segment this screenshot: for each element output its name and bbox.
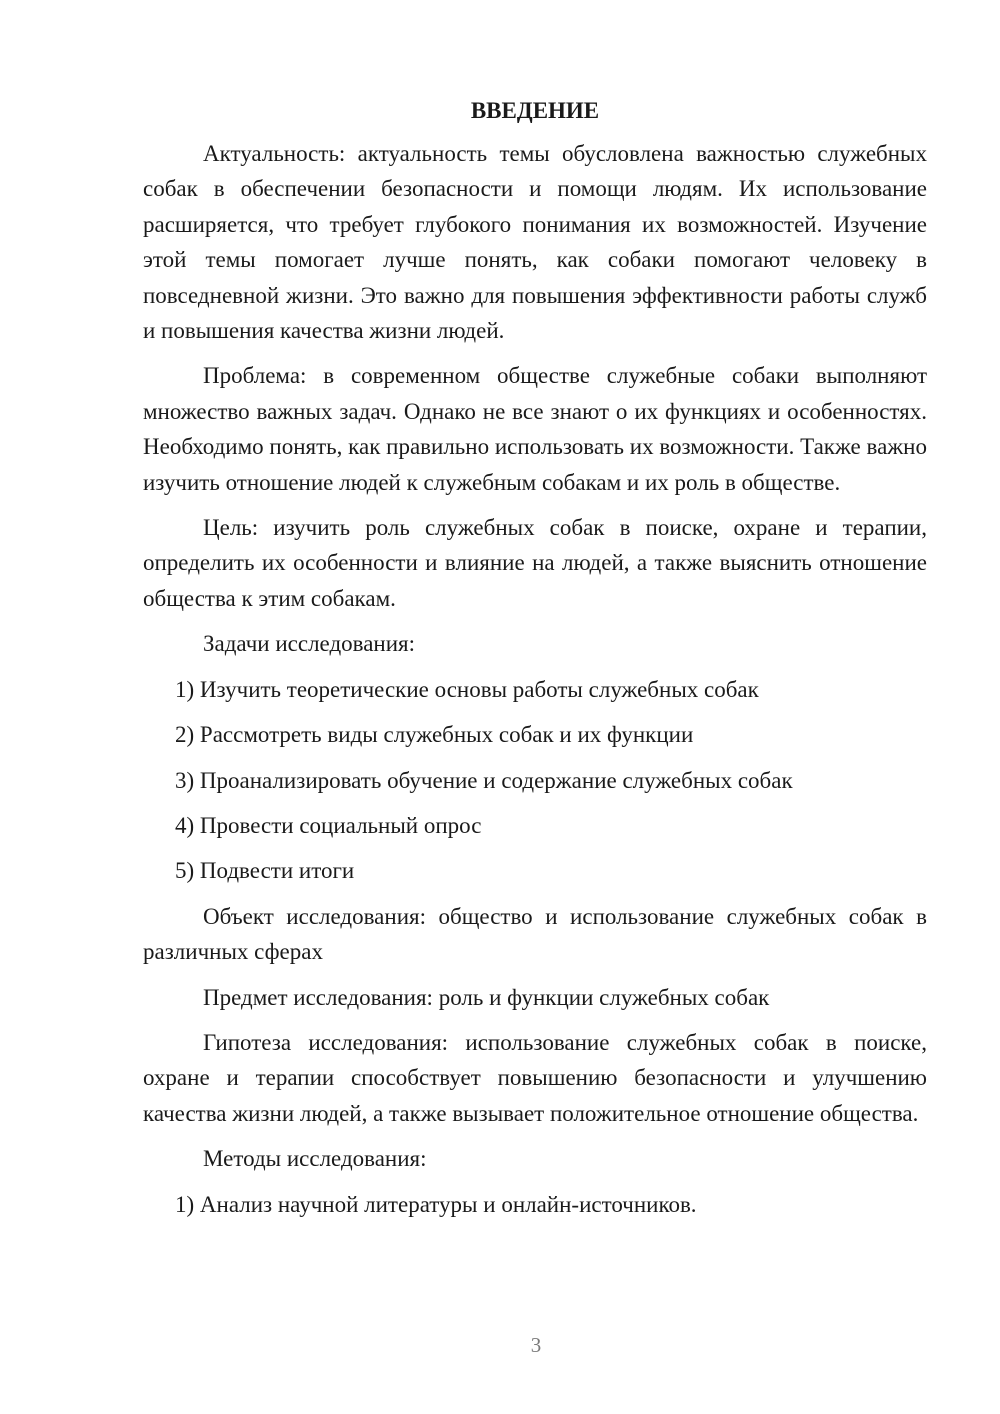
method-item: 1) Анализ научной литературы и онлайн-источников. (175, 1191, 697, 1217)
task-item: 1) Изучить теоретические основы работы служебных собак (175, 676, 759, 702)
object-paragraph: Объект исследования: общество и использование служебных собак в различных сферах (143, 903, 927, 965)
problem-paragraph: Проблема: в современном обществе служебные собаки выполняют множество важных задач. Однако не все знают о их функциях и особенностях. Необходимо понять, как правильно использовать их возможности. Также важно изучить отношение людей к служебным собакам и их роль в обществе. (143, 363, 927, 495)
subject-paragraph: Предмет исследования: роль и функции служебных собак (203, 984, 770, 1010)
goal-paragraph: Цель: изучить роль служебных собак в поиске, охране и терапии, определить их особенности и влияние на людей, а также выяснить отношение общества к этим собакам. (143, 515, 927, 611)
task-item: 2) Рассмотреть виды служебных собак и их функции (175, 722, 694, 748)
task-item: 4) Провести социальный опрос (175, 812, 482, 838)
relevance-paragraph: Актуальность: актуальность темы обусловлена важностью служебных собак в обеспечении безопасности и помощи людям. Их использование расширяется, что требует глубокого понимания их возможностей. Изучение этой темы помогает лучше понять, как собаки помогают человеку в повседневной жизни. Это важно для повышения эффективности работы служб и повышения качества жизни людей. (143, 141, 927, 344)
section-heading: ВВЕДЕНИЕ (470, 98, 600, 123)
task-item: 3) Проанализировать обучение и содержание служебных собак (175, 767, 793, 793)
methods-title: Методы исследования: (203, 1146, 427, 1172)
page-number: 3 (530, 1333, 542, 1357)
tasks-title: Задачи исследования: (203, 631, 416, 657)
document-body (143, 96, 927, 1232)
hypothesis-paragraph: Гипотеза исследования: использование служебных собак в поиске, охране и терапии способствует повышению безопасности и улучшению качества жизни людей, а также вызывает положительное отношение общества. (143, 1029, 927, 1126)
task-item: 5) Подвести итоги (175, 858, 355, 884)
